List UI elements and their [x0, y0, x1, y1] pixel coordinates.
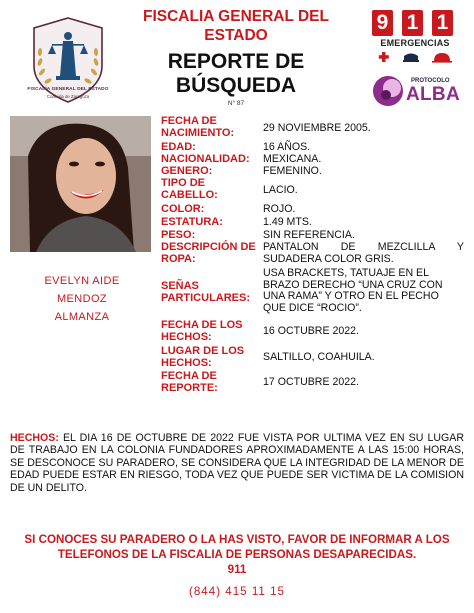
- digit-1: 1: [432, 10, 453, 36]
- report-number: N° 87: [227, 100, 245, 107]
- person-name: [8, 272, 156, 326]
- label-color: COLOR:: [161, 203, 205, 215]
- contact-phone: (844) 415 11 15: [188, 585, 285, 598]
- name-line: MENDOZ: [56, 293, 108, 305]
- protocol-name: ALBA: [406, 84, 460, 105]
- label-distinguishing-marks: SEÑAS PARTICULARES:: [161, 280, 251, 304]
- emergency-911-logo: [372, 10, 456, 36]
- digit-9: 9: [372, 10, 393, 36]
- alba-protocol-icon: [372, 74, 408, 108]
- label-gender: GENERO:: [161, 165, 213, 177]
- value-nationality: MEXICANA.: [263, 153, 322, 165]
- agency-title: FISCALIA GENERAL DEL ESTADO: [142, 8, 329, 44]
- label-event-place: LUGAR DE LOS HECHOS:: [161, 345, 245, 369]
- value-event-date: 16 OCTUBRE 2022.: [263, 325, 359, 337]
- label-height: ESTATURA:: [161, 216, 223, 228]
- label-age: EDAD:: [161, 141, 196, 153]
- name-line: ALMANZA: [54, 311, 110, 323]
- label-hair-type: TIPO DE CABELLO:: [161, 177, 218, 201]
- facts-paragraph: [10, 432, 464, 494]
- value-age: 16 AÑOS.: [263, 141, 311, 153]
- value-hair-type: LACIO.: [263, 184, 298, 196]
- emergency-services-icons: [374, 50, 458, 64]
- value-event-place: SALTILLO, COAHUILA.: [263, 351, 375, 363]
- value-weight: SIN REFERENCIA.: [263, 229, 355, 241]
- report-title: REPORTE DE BÚSQUEDA: [167, 50, 305, 97]
- logo-caption: FISCALÍA GENERAL DEL ESTADO: [27, 87, 109, 92]
- value-color: ROJO.: [263, 203, 296, 215]
- value-report-date: 17 OCTUBRE 2022.: [263, 376, 359, 388]
- emergency-label: EMERGENCIAS: [380, 38, 450, 48]
- facts-label: HECHOS:: [10, 432, 59, 444]
- value-birth-date: 29 NOVIEMBRE 2005.: [263, 122, 371, 134]
- label-birth-date: FECHA DE NACIMIENTO:: [161, 115, 235, 139]
- contact-message-block: [24, 532, 450, 577]
- digit-1: 1: [402, 10, 423, 36]
- facts-text: EL DIA 16 DE OCTUBRE DE 2022 FUE VISTA POR ULTIMA VEZ EN SU LUGAR DE TRABAJO EN LA COLONIA FUNDADORES APROXIMADAMENTE A LAS 15:00 HORAS, SE DESCONOCE SU PARADERO, SE CONSIDERA QUE LA INTEGRIDAD DE LA MENOR DE EDAD PUEDE ESTAR EN RIESGO, TODA VEZ QUE PUEDE SER VICTIMA DE LA COMISION DE UN DELITO.: [10, 432, 464, 494]
- label-event-date: FECHA DE LOS HECHOS:: [161, 319, 243, 343]
- logo-subcaption: Coahuila de Zaragoza: [46, 94, 90, 99]
- value-height: 1.49 MTS.: [263, 216, 312, 228]
- medical-cross-icon: [379, 52, 389, 62]
- emergency-number: 911: [227, 563, 247, 576]
- police-cap-icon: [403, 54, 419, 63]
- missing-person-photo: [10, 116, 151, 252]
- label-nationality: NACIONALIDAD:: [161, 153, 250, 165]
- label-weight: PESO:: [161, 229, 196, 241]
- fire-helmet-icon: [432, 53, 452, 63]
- value-clothing: PANTALON DE MEZCLILLA Y SUDADERA COLOR GRIS.: [263, 241, 464, 265]
- label-report-date: FECHA DE REPORTE:: [161, 370, 218, 394]
- value-gender: FEMENINO.: [263, 165, 322, 177]
- value-distinguishing-marks: USA BRACKETS, TATUAJE EN EL BRAZO DERECHO “UNA CRUZ CON UNA RAMA” Y OTRO EN EL PECHO QUE DICE “ROCIO”.: [263, 267, 443, 314]
- contact-message: SI CONOCES SU PARADERO O LA HAS VISTO, FAVOR DE INFORMAR A LOS TELEFONOS DE LA FISCALIA DE PERSONAS DESAPARECIDAS.: [24, 533, 450, 561]
- protocol-small-label: PROTOCOLO: [411, 78, 450, 84]
- name-line: EVELYN AIDE: [44, 275, 120, 287]
- label-clothing: DESCRIPCIÓN DE ROPA:: [161, 241, 256, 265]
